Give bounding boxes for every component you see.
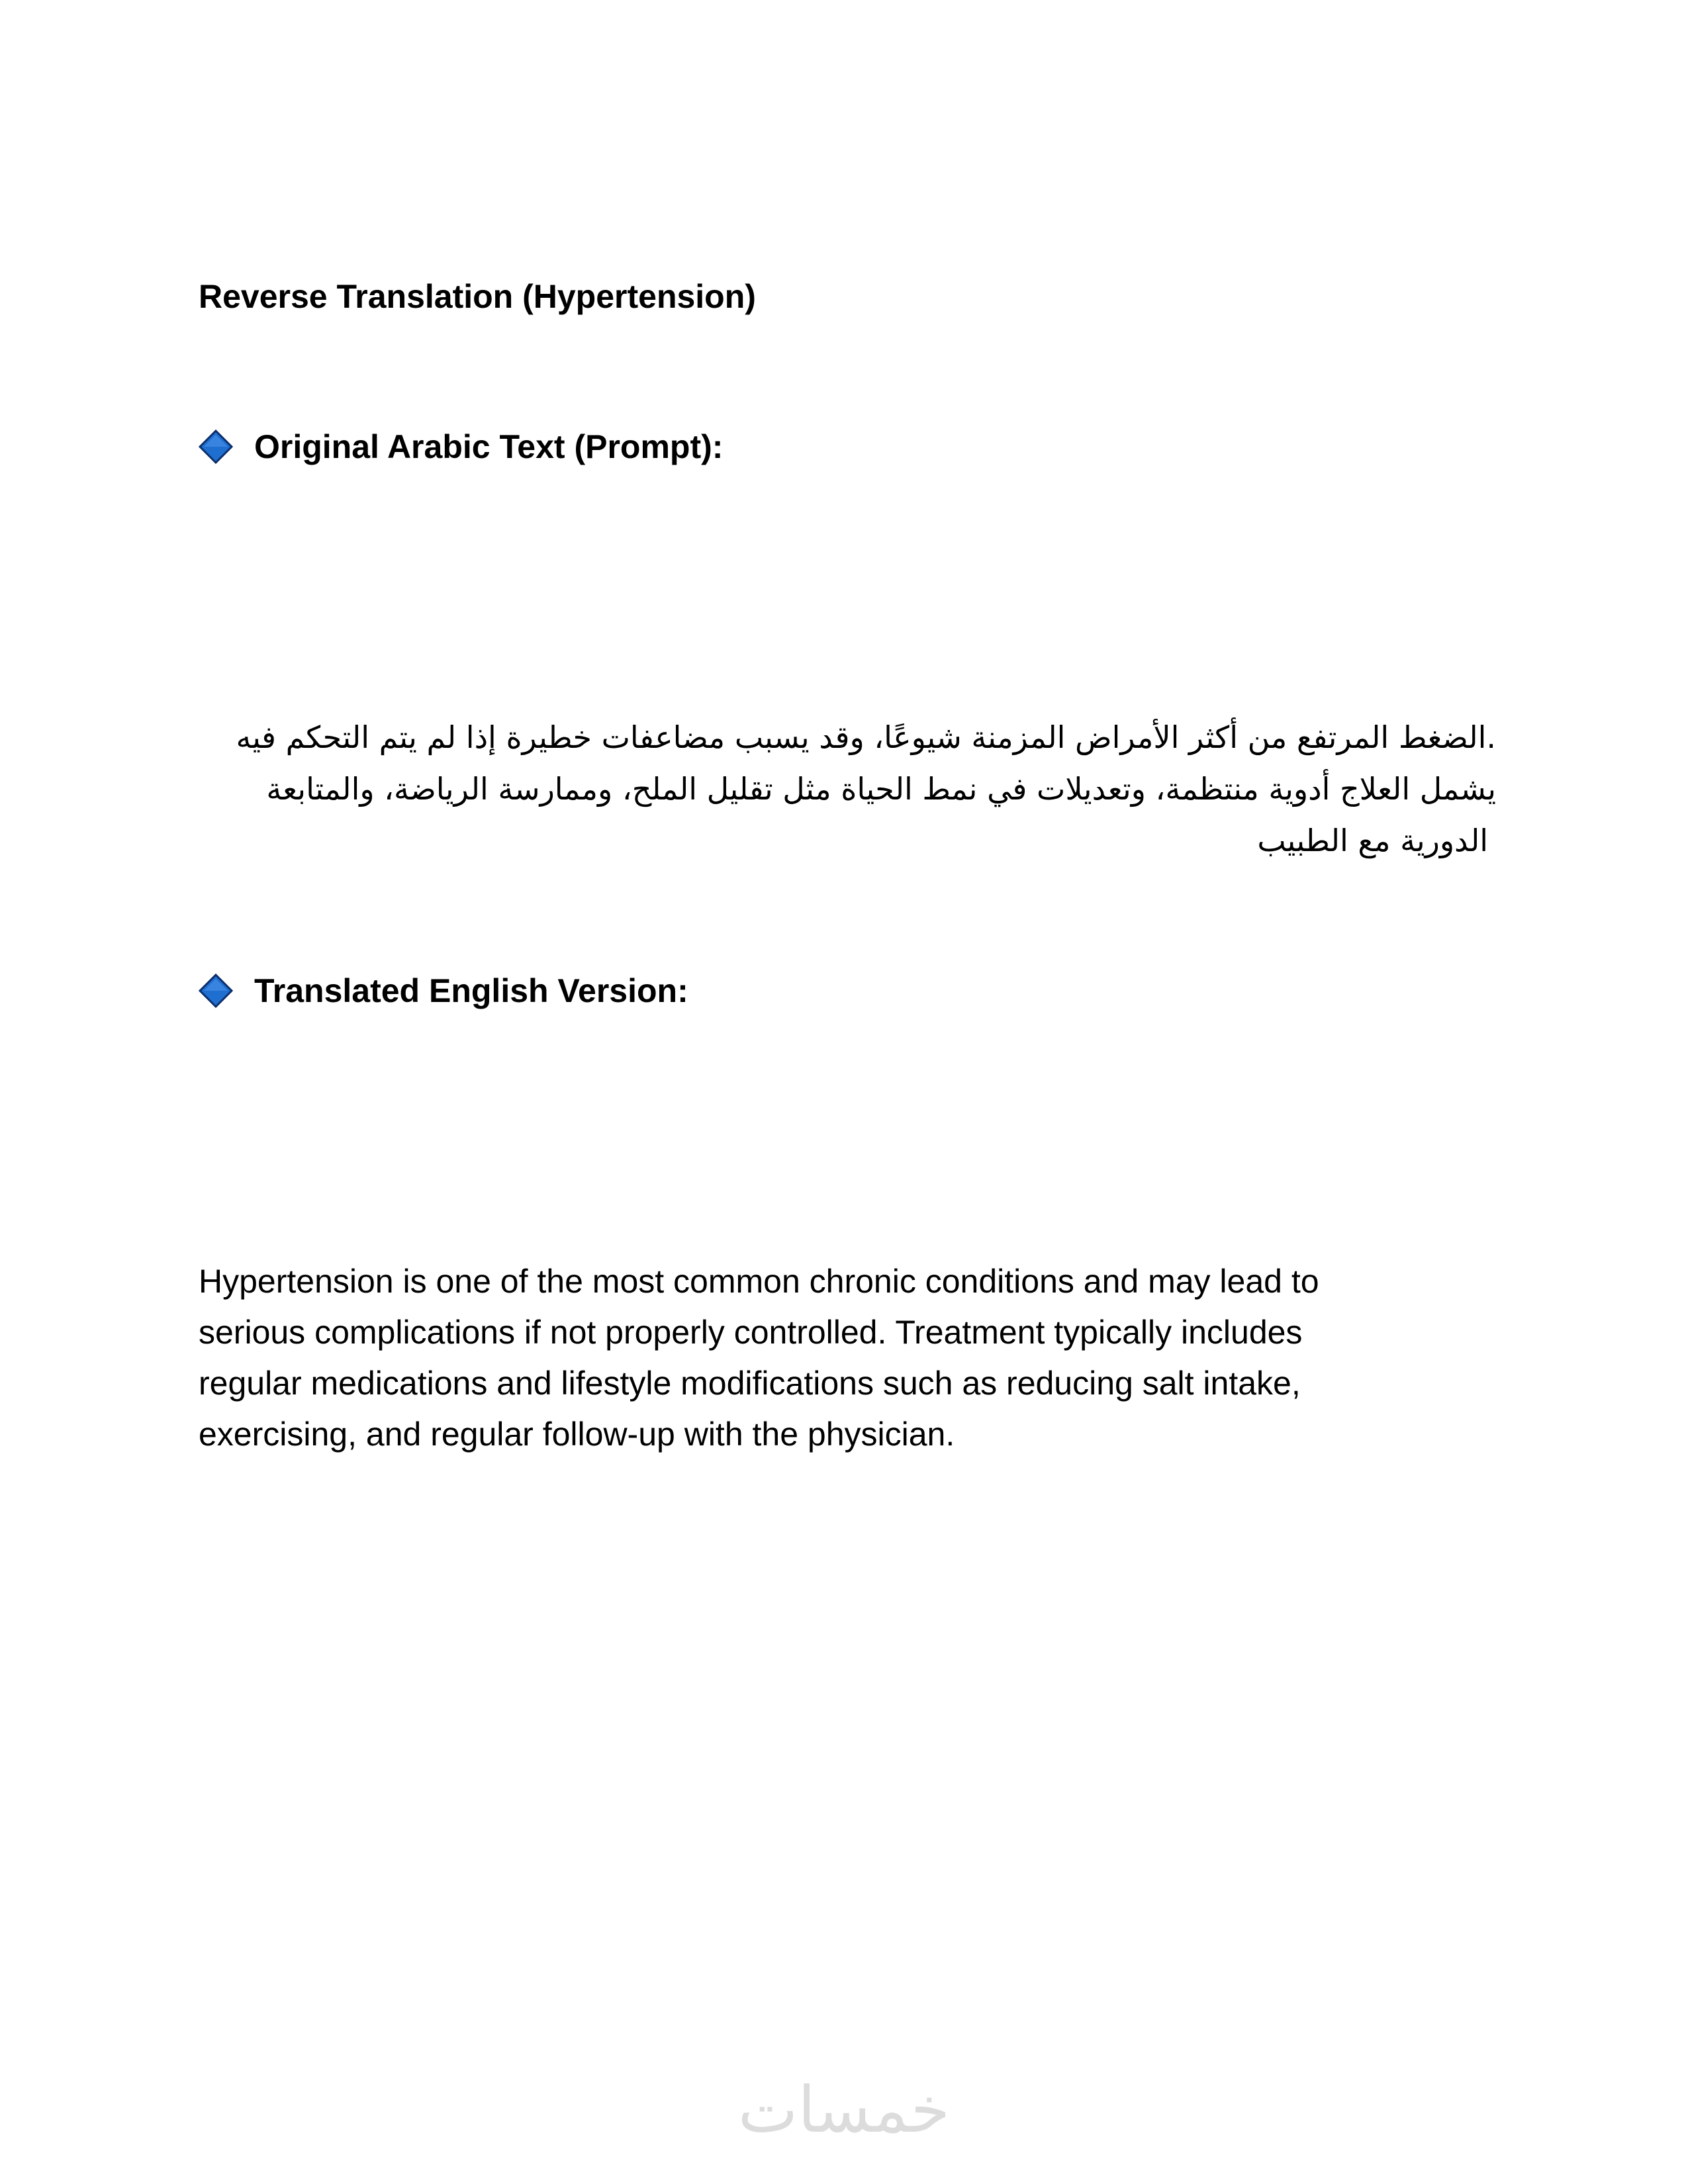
english-line: serious complications if not properly controlled. Treatment typically includes (199, 1314, 1303, 1351)
blue-diamond-icon (203, 978, 229, 1004)
english-line: regular medications and lifestyle modifications such as reducing salt intake, (199, 1365, 1301, 1402)
english-paragraph (199, 1256, 1456, 1460)
arabic-paragraph (225, 711, 1496, 866)
watermark-logo: خمسات (737, 2073, 950, 2147)
original-arabic-heading-label: Original Arabic Text (Prompt): (254, 428, 724, 465)
blue-diamond-icon (203, 433, 229, 460)
document-title: Reverse Translation (Hypertension) (199, 278, 756, 315)
arabic-line: يشمل العلاج أدوية منتظمة، وتعديلات في نمط الحياة مثل تقليل الملح، وممارسة الرياضة، والمتابعة (266, 771, 1496, 807)
arabic-line: الدورية مع الطبيب (1257, 823, 1488, 858)
arabic-line: .الضغط المرتفع من أكثر الأمراض المزمنة شيوعًا، وقد يسبب مضاعفات خطيرة إذا لم يتم التحكم فيه (236, 719, 1496, 755)
english-line: exercising, and regular follow-up with the physician. (199, 1416, 955, 1453)
translated-english-heading-label: Translated English Version: (254, 972, 688, 1009)
english-line: Hypertension is one of the most common chronic conditions and may lead to (199, 1263, 1319, 1300)
original-arabic-heading (199, 427, 723, 467)
translated-english-heading (199, 971, 688, 1011)
